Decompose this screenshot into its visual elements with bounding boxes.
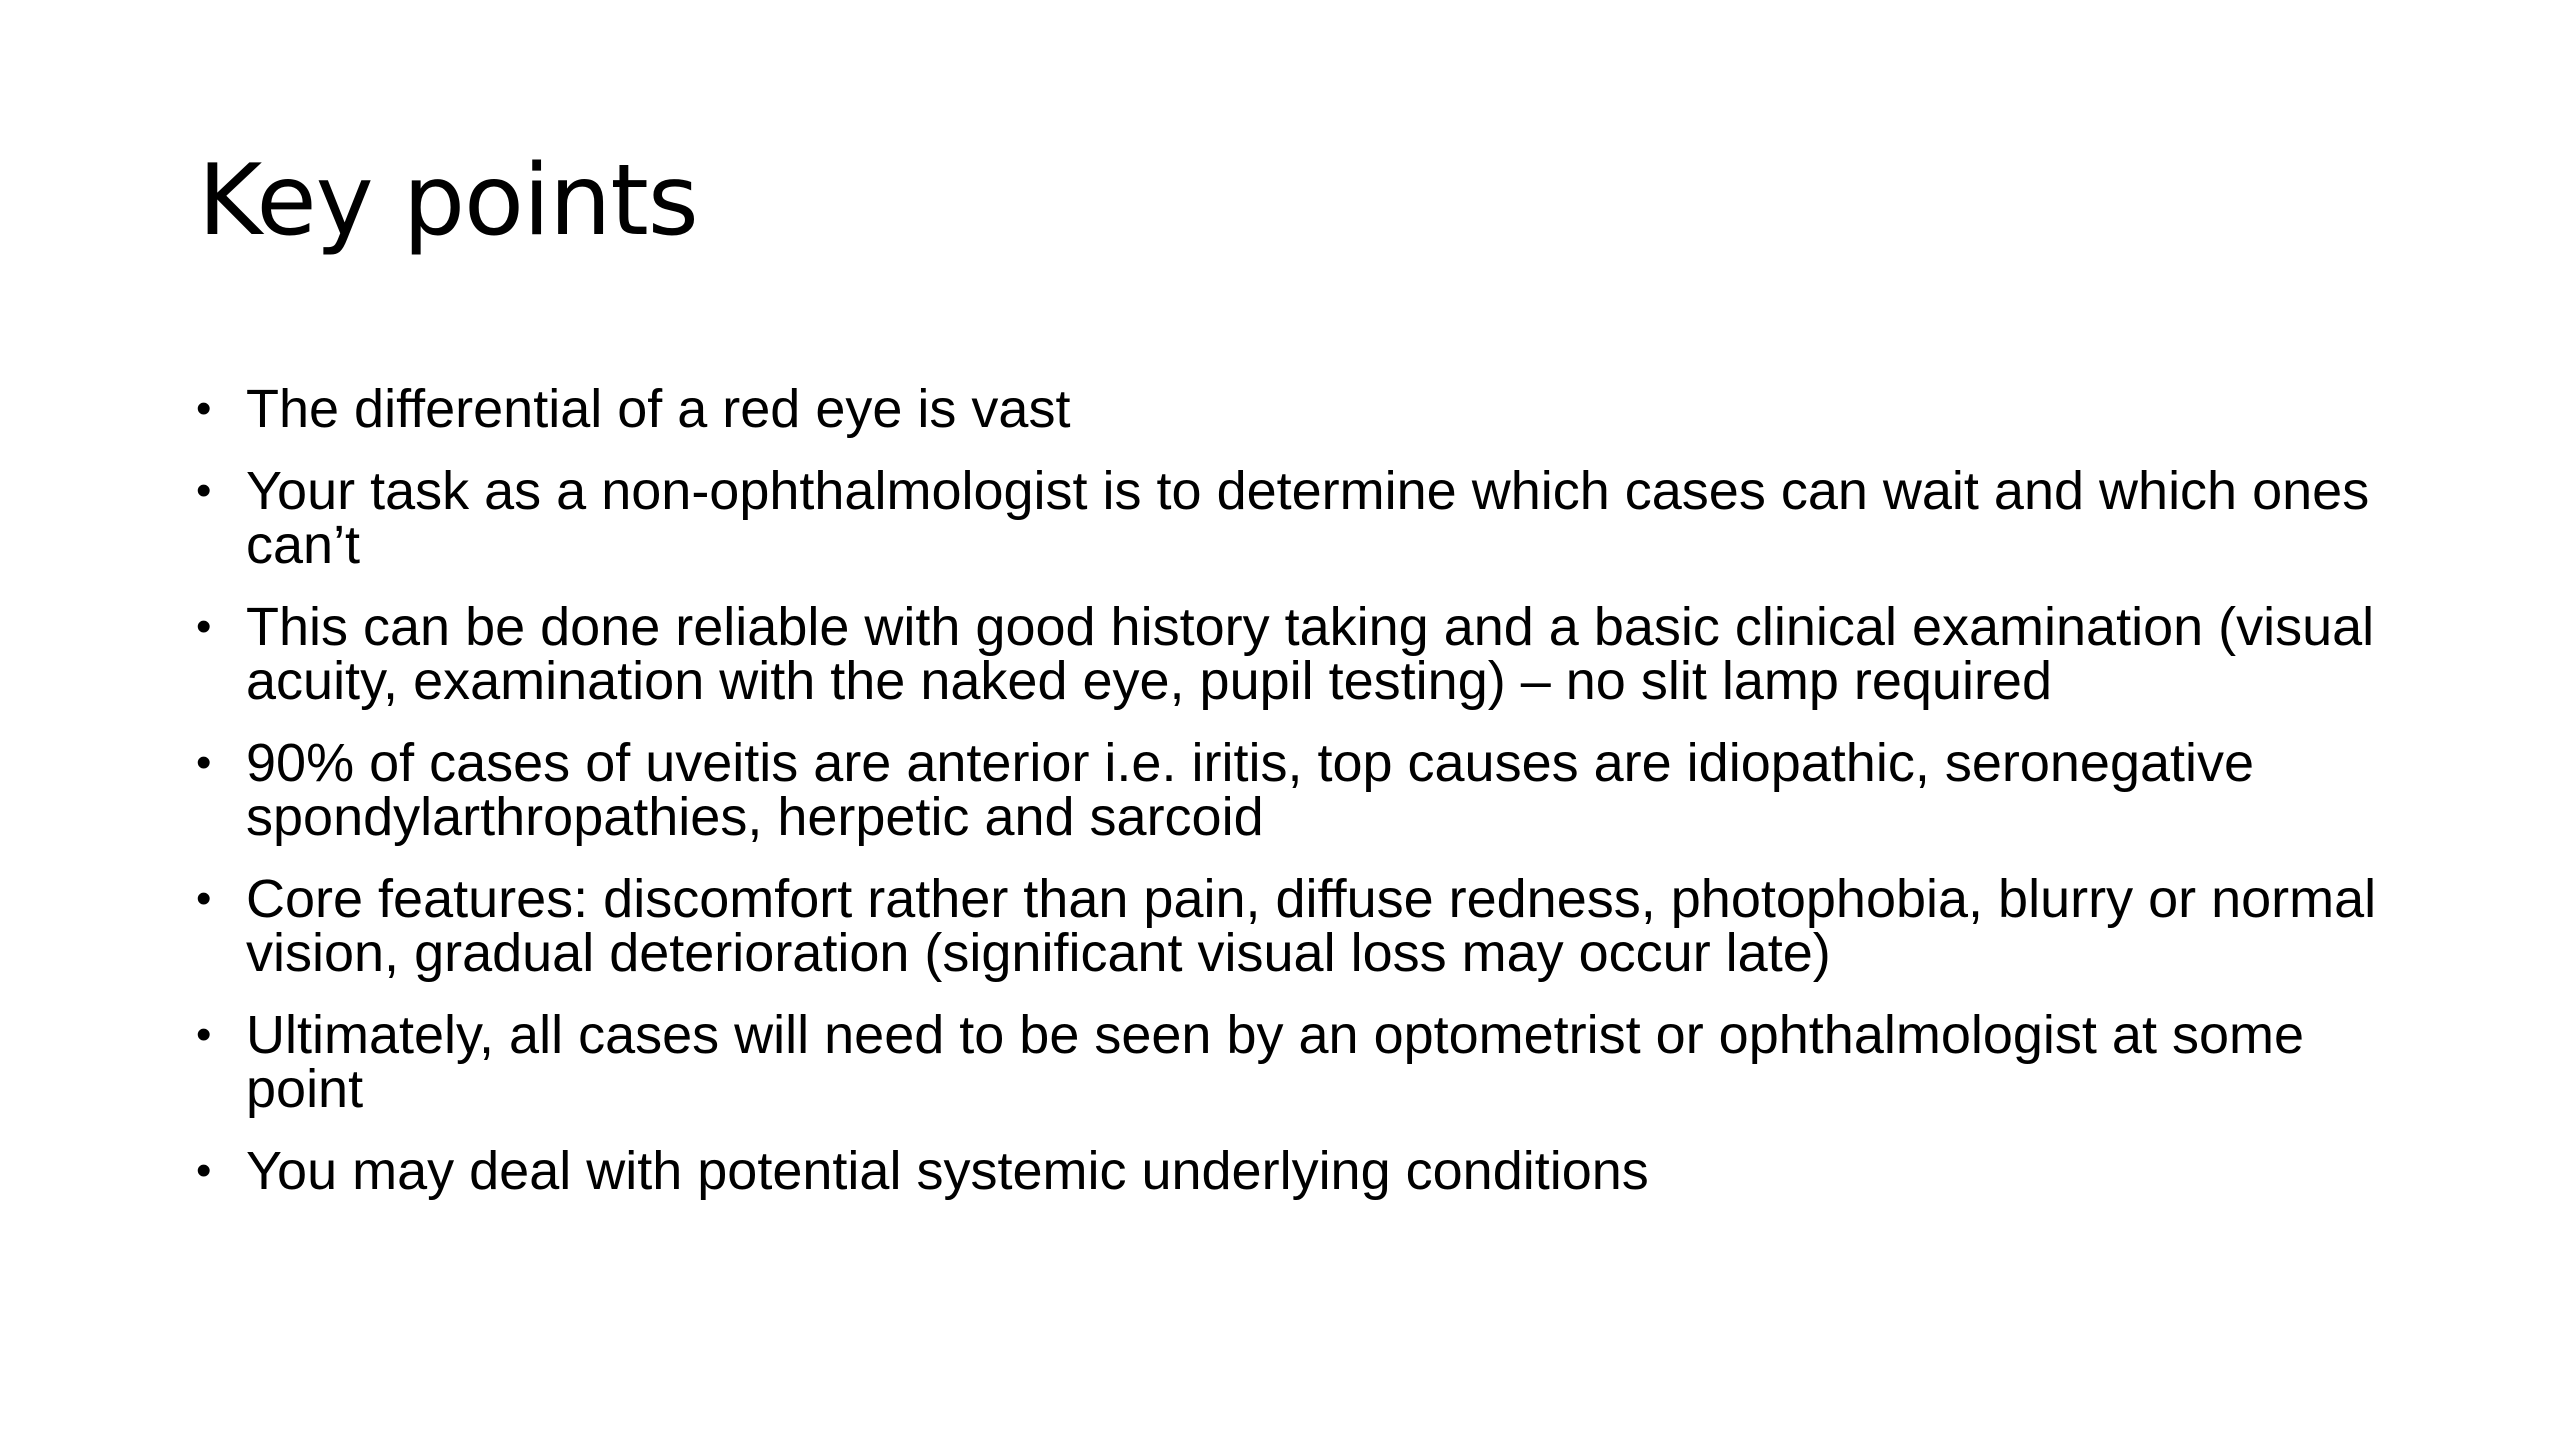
bullet-item bbox=[196, 597, 2436, 711]
bullet-item bbox=[196, 733, 2436, 847]
bullet-item bbox=[196, 869, 2436, 983]
bullet-dot-icon: • bbox=[196, 602, 212, 651]
bullet-item bbox=[196, 1141, 2436, 1201]
bullet-dot-icon: • bbox=[196, 738, 212, 787]
bullet-text: This can be done reliable with good history taking and a basic clinical examination (visual acuity, examination with the naked eye, pupil testing) – no slit lamp required bbox=[246, 597, 2375, 711]
bullet-dot-icon: • bbox=[196, 1146, 212, 1195]
bullet-text: You may deal with potential systemic underlying conditions bbox=[246, 1141, 1649, 1201]
bullet-text: Core features: discomfort rather than pain, diffuse redness, photophobia, blurry or normal vision, gradual deterioration (significant visual loss may occur late) bbox=[246, 869, 2377, 983]
bullet-dot-icon: • bbox=[196, 466, 212, 515]
bullet-dot-icon: • bbox=[196, 874, 212, 923]
bullet-text: 90% of cases of uveitis are anterior i.e. iritis, top causes are idiopathic, seronegative spondylarthropathies, herpetic and sarcoid bbox=[246, 733, 2255, 847]
bullet-item bbox=[196, 461, 2436, 575]
slide-title: Key points bbox=[198, 144, 698, 258]
bullet-item bbox=[196, 379, 2436, 439]
bullet-text: Ultimately, all cases will need to be seen by an optometrist or ophthalmologist at some point bbox=[246, 1005, 2305, 1119]
bullet-item bbox=[196, 1005, 2436, 1119]
bullet-dot-icon: • bbox=[196, 1010, 212, 1059]
bullet-text: The differential of a red eye is vast bbox=[246, 379, 1071, 439]
bullet-dot-icon: • bbox=[196, 384, 212, 433]
bullet-text: Your task as a non-ophthalmologist is to determine which cases can wait and which ones can’t bbox=[246, 461, 2370, 575]
bullet-list bbox=[196, 379, 2436, 1226]
